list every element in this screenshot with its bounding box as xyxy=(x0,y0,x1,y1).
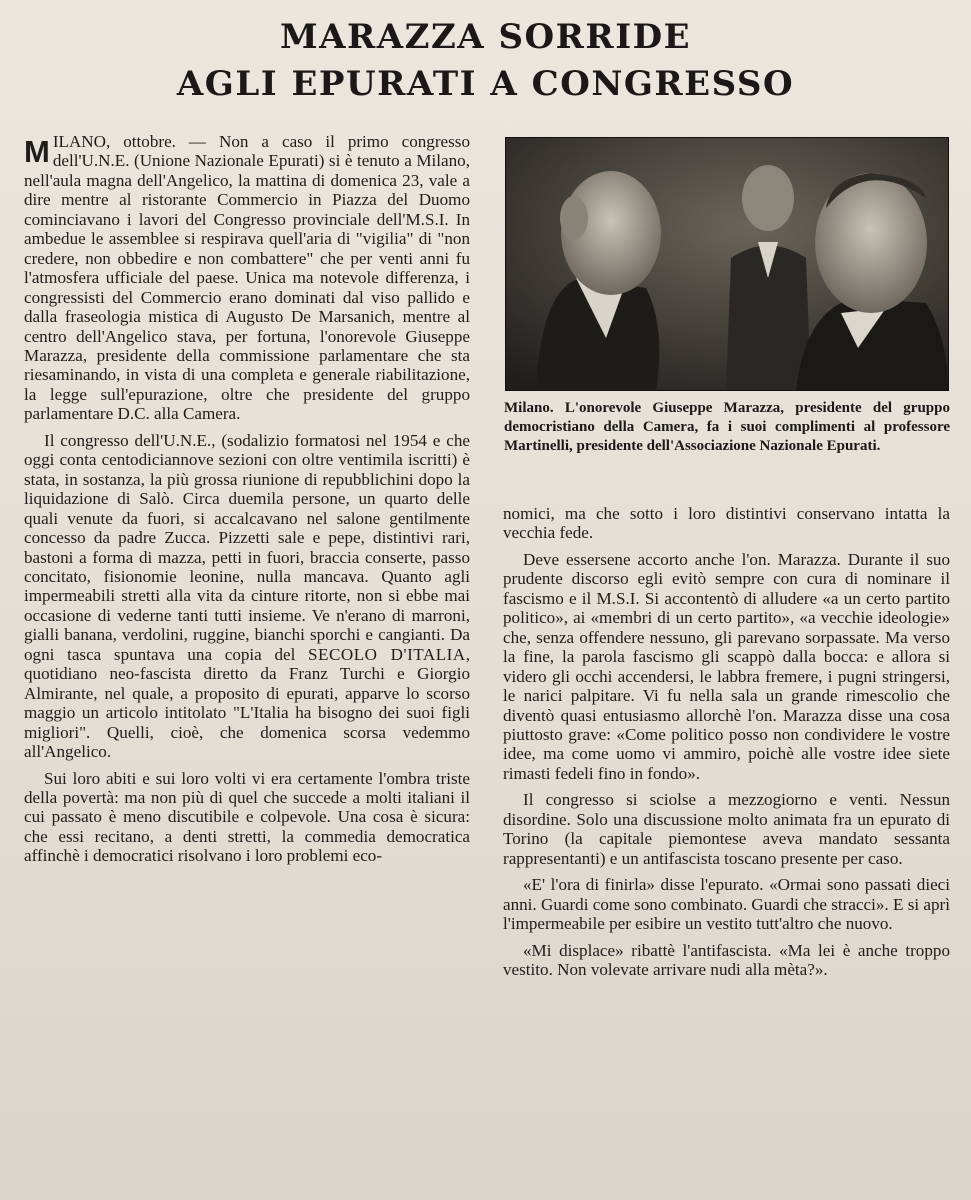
paragraph: Sui loro abiti e sui loro volti vi era certamente l'ombra triste della povertà: ma non più di quel che succede a molti italiani il cui passato è meno discutibile e colpevole. Una cosa è sicura: che essi recitano, a denti stretti, la commedia democratica affinchè i democratici risolvano i loro problemi eco- xyxy=(24,768,470,866)
paragraph-text: , quotidiano neo-fascista diretto da Franz Turchi e Giorgio Almirante, nel quale, a proposito di epurati, apparve lo scorso maggio un articolo intitolato "L'Italia ha bisogno dei suoi figli migliori". Quelli, cioè, che domenica scorsa vedemmo all'Angelico. xyxy=(24,644,470,762)
article-headline xyxy=(0,14,971,108)
paragraph xyxy=(24,431,470,762)
headline-line-2: AGLI EPURATI A CONGRESSO xyxy=(176,64,795,104)
paragraph: «Mi displace» ribattè l'antifascista. «Ma lei è anche troppo vestito. Non volevate arrivare nudi alla mèta?». xyxy=(503,940,950,979)
photo-image xyxy=(506,138,948,390)
left-column xyxy=(24,132,470,866)
paragraph: nomici, ma che sotto i loro distintivi conservano intatta la vecchia fede. xyxy=(503,504,950,543)
drop-cap: M xyxy=(24,134,50,169)
paragraph-text: ILANO, ottobre. — Non a caso il primo congresso dell'U.N.E. (Unione Nazionale Epurati) si è tenuto a Milano, nell'aula magna dell'Angelico, la mattina di domenica 23, vale a dire mentre al ristorante Commercio in Piazza del Duomo cominciavano i lavori del Congresso provinciale dell'M.S.I. In ambedue le assemblee si respirava quell'aria di "vigilia" di "non credere, non obbedire e non combattere" che per venti anni fu l'atmosfera ufficiale del paese. Unica ma notevole differenza, i congressisti del Commercio erano dominati dal viso pallido e dalla fraseologia mistica di Augusto De Marsanich, mentre al centro dell'Angelico stava, per fortuna, l'onorevole Giuseppe Marazza, presidente della commissione parlamentare che sta riesaminando, in vista di una completa e generale riabilitazione, la legge sull'epurazione, oltre che presidente del gruppo parlamentare D.C. alla Camera. xyxy=(24,132,470,424)
headline-line-1: MARAZZA SORRIDE xyxy=(280,17,691,57)
newspaper-name: SECOLO D'ITALIA xyxy=(308,644,466,664)
photo-caption: Milano. L'onorevole Giuseppe Marazza, presidente del gruppo democristiano della Camera, fa i suoi complimenti al professore Martinelli, presidente dell'Associazione Nazionale Epurati. xyxy=(504,400,950,454)
right-column xyxy=(503,504,950,979)
paragraph: Deve essersene accorto anche l'on. Marazza. Durante il suo prudente discorso egli evitò sempre con cura di nominare il fascismo e il M.S.I. Si accontentò di alludere «a un certo partito politico», ai «membri di un certo partito», «a vecchie ideologie» che, senza offendere nessuno, gli parevano sorpassate. Ma verso la fine, la parola fascismo gli scappò dalla bocca: e allora si videro gli occhi accendersi, le labbra fremere, i pugni stringersi, le narici palpitare. Vi fu nella sala un grande rimescolio che diventò quasi entusiasmo allorchè l'on. Marazza disse una cosa piuttosto grave: «Come politico posso non condividere le vostre idee, ma come uomo vi ammiro, poichè alle vostre idee siete rimasti fedeli fino in fondo». xyxy=(503,549,950,783)
paragraph: Il congresso si sciolse a mezzogiorno e venti. Nessun disordine. Solo una discussione molto animata fra un epurato di Torino (la capitale piemontese aveva mandato sessanta rappresentanti) e un antifascista toscano presente per caso. xyxy=(503,790,950,868)
paragraph-text: Il congresso dell'U.N.E., (sodalizio formatosi nel 1954 e che oggi conta centodiciannove sezioni con oltre ventimila iscritti) è stata, in sostanza, la più grossa riunione di repubblichini dopo la liquidazione di Salò. Circa duemila persone, un quarto delle quali venute da fuori, si accalcavano nel salone gentilmente concesso da padre Zucca. Pizzetti sale e pepe, distintivi rari, bastoni a forma di mazza, petti in fuori, braccia conserte, passo concitato, fisionomie leonine, nulla mancava. Quanto agli impermeabili stretti alla vita da cinture ritorte, non si ebbe mai occasione di vederne tanti tutti insieme. Ve n'erano di marroni, gialli banana, verdolini, ruggine, bianchi sporchi e cangianti. Da ogni tasca spuntava una copia del xyxy=(24,430,470,664)
paragraph: «E' l'ora di finirla» disse l'epurato. «Ormai sono passati dieci anni. Guardi come sono combinato. Guardi che stracci». E si aprì l'impermeabile per esibire un vestito tutt'altro che nuovo. xyxy=(503,875,950,934)
paragraph xyxy=(24,132,470,424)
article-photo xyxy=(505,137,949,391)
